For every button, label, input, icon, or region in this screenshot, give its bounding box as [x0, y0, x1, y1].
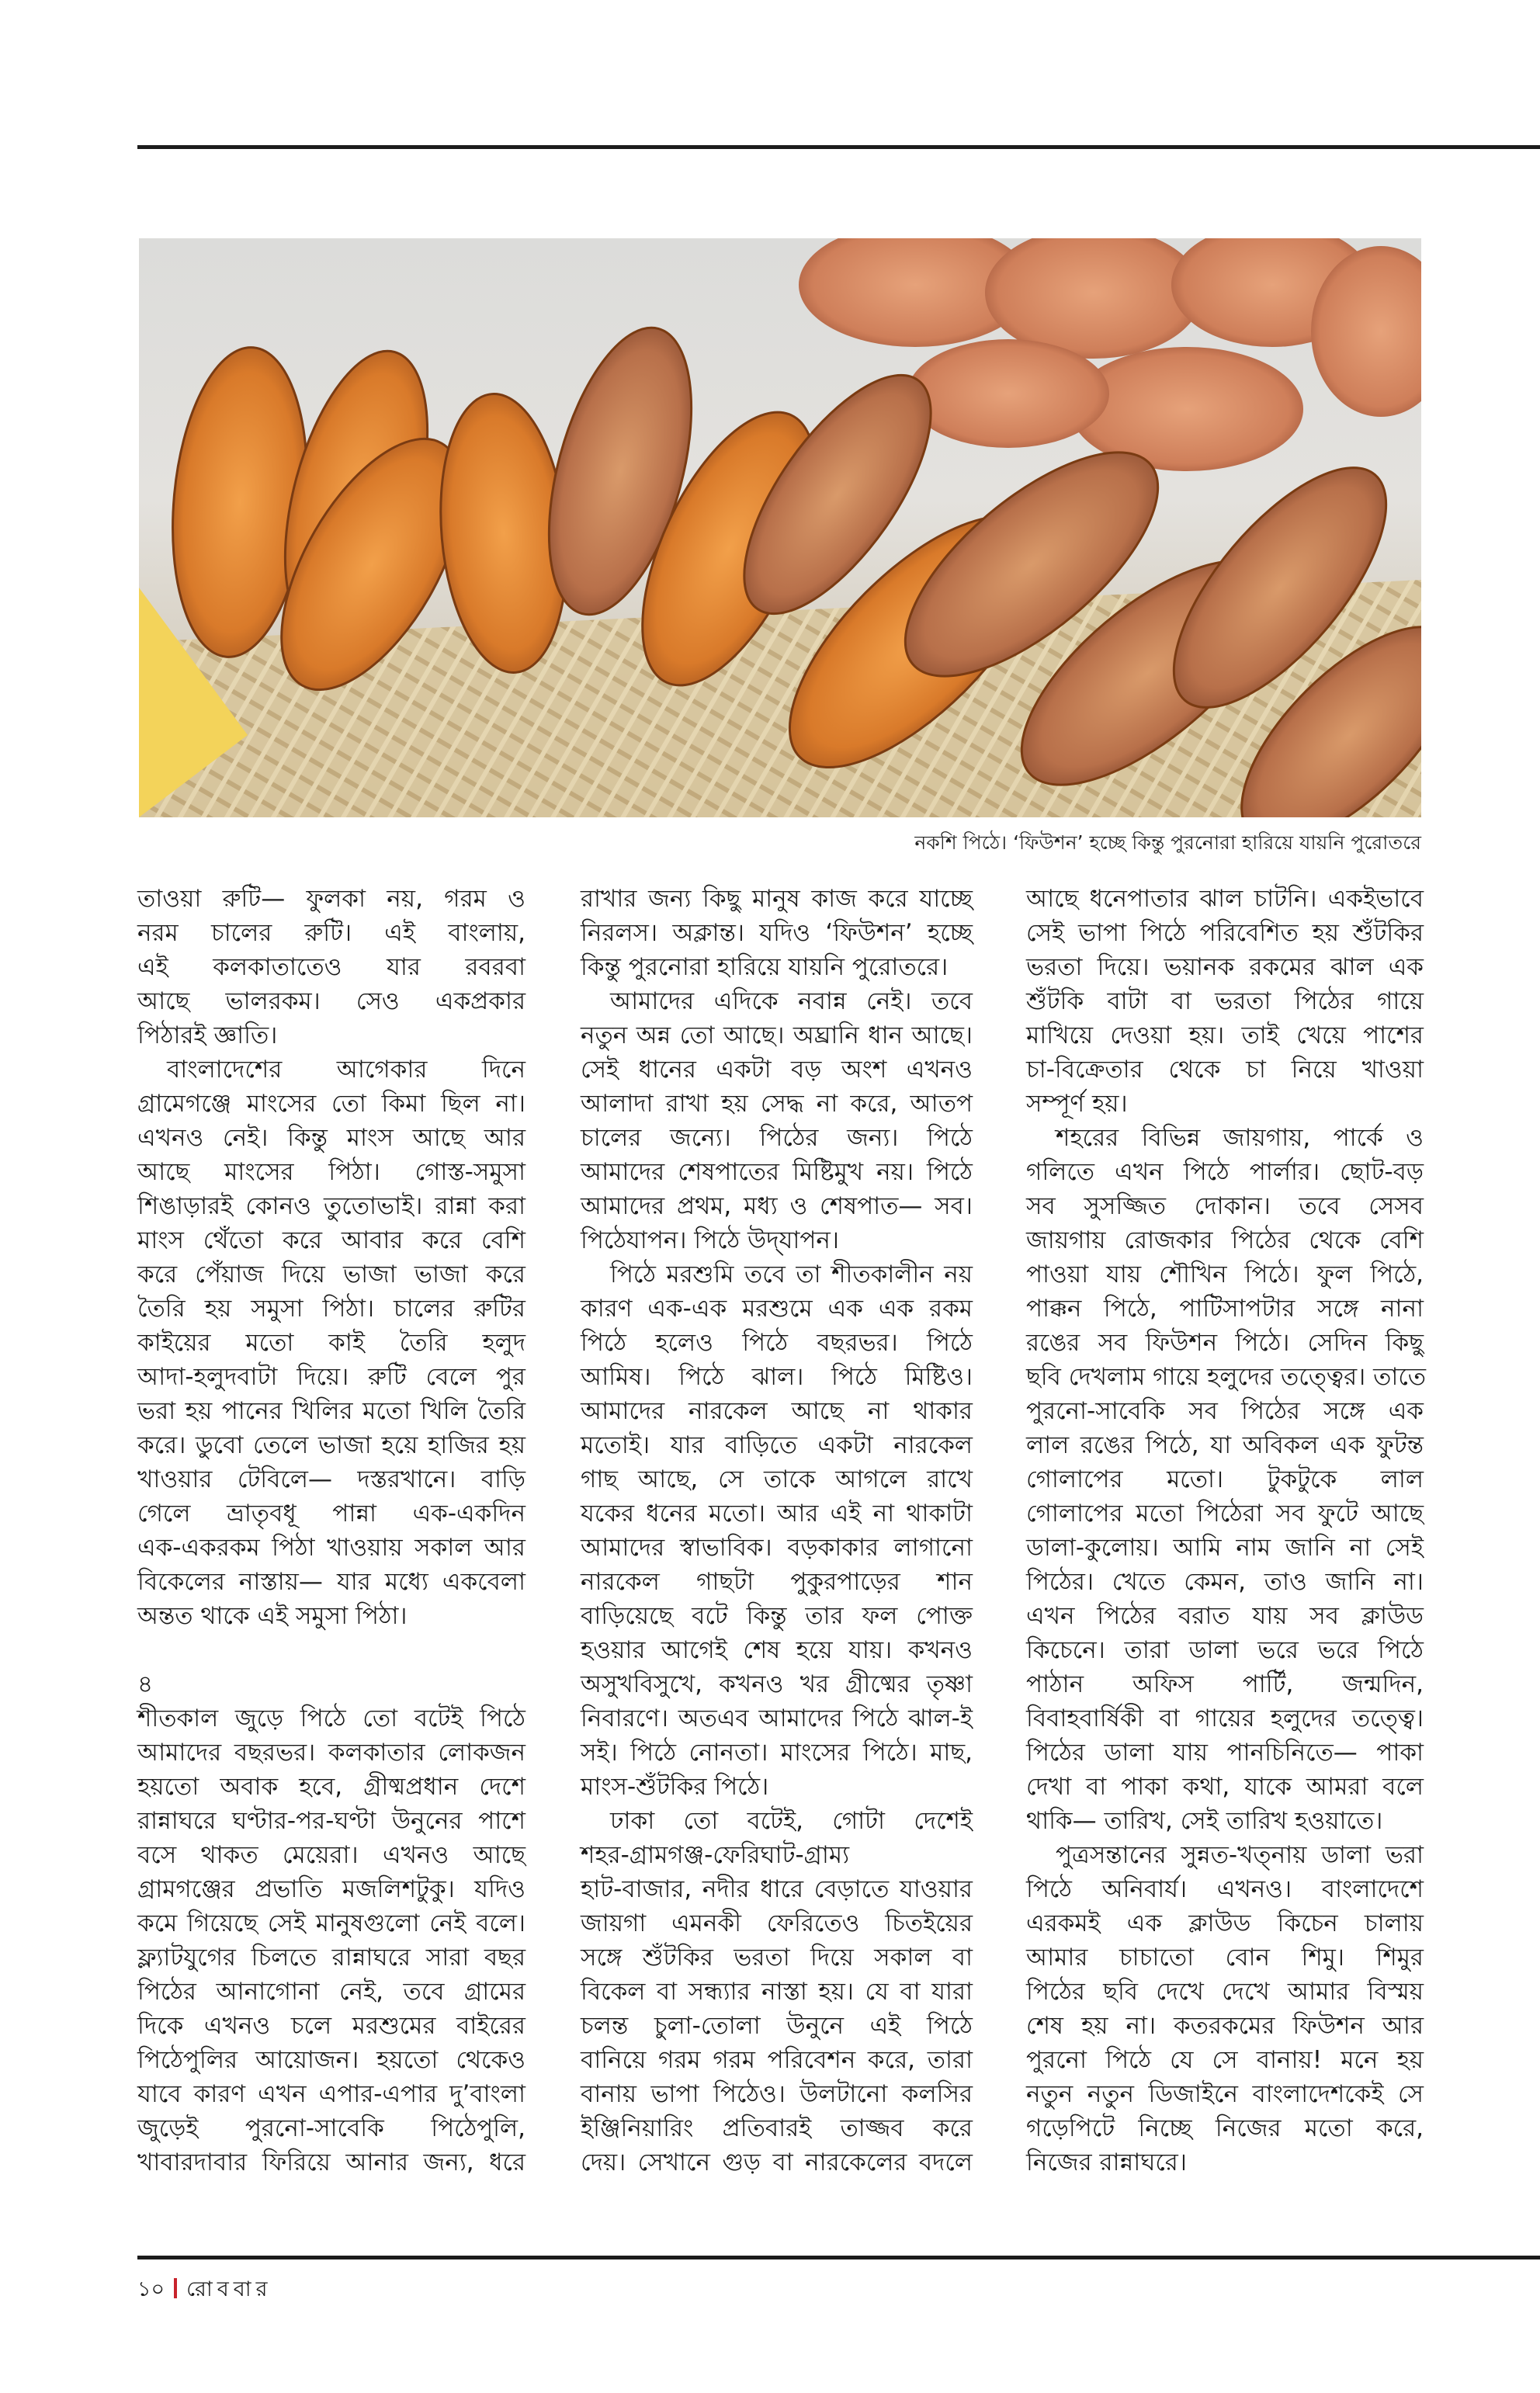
text-line: পুরনো পিঠে যে সে বানায়! মনে হয় — [1026, 2046, 1424, 2074]
text-line: পিঠেপুলির আয়োজন। হয়তো থেকেও — [137, 2046, 525, 2074]
paragraph — [581, 1257, 973, 1804]
text-line: নিরলস। অক্লান্ত। যদিও ‘ফিউশন’ হচ্ছে — [581, 919, 973, 947]
text-line: খাবারদাবার ফিরিয়ে আনার জন্য, ধরে — [137, 2148, 525, 2176]
text-line: দেখা বা পাকা কথা, যাকে আমরা বলে — [1026, 1773, 1424, 1801]
text-line: কিচেনে। তারা ডালা ভরে ভরে পিঠে — [1026, 1636, 1424, 1664]
paragraph — [1026, 882, 1424, 1121]
text-line: সব সুসজ্জিত দোকান। তবে সেসব — [1026, 1192, 1424, 1220]
text-line: বসে থাকত মেয়েরা। এখনও আছে — [137, 1841, 525, 1869]
text-line: শীতকাল জুড়ে পিঠে তো বটেই পিঠে — [137, 1705, 525, 1732]
text-line: পাক্কন পিঠে, পাটিসাপটার সঙ্গে নানা — [1026, 1295, 1424, 1323]
text-line: পিঠে হলেও পিঠে বছরভর। পিঠে — [581, 1329, 973, 1357]
article-column-3 — [1026, 882, 1427, 2180]
text-line: পুত্রসন্তানের সুন্নত-খত্‌নায় ডালা ভরা — [1056, 1841, 1424, 1869]
text-line: মাখিয়ে দেওয়া হয়। তাই খেয়ে পাশের — [1026, 1021, 1424, 1049]
text-line: বানায় ভাপা পিঠেও। উলটানো কলসির — [581, 2080, 973, 2108]
text-line: তাওয়া রুটি— ফুলকা নয়, গরম ও — [137, 885, 525, 913]
text-line: পুরনো-সাবেকি সব পিঠের সঙ্গে এক — [1026, 1397, 1424, 1425]
text-line: সই। পিঠে নোনতা। মাংসের পিঠে। মাছ, — [581, 1739, 973, 1767]
paragraph — [1026, 1838, 1424, 2180]
text-line: আছে মাংসের পিঠা। গোস্ত-সমুসা — [137, 1158, 525, 1186]
text-line: ভরতা দিয়ে। ভয়ানক রকমের ঝাল এক — [1026, 953, 1424, 981]
text-line: হাট-বাজার, নদীর ধারে বেড়াতে যাওয়ার — [581, 1875, 973, 1903]
text-line: এই কলকাতাতেও যার রবরবা — [137, 953, 525, 981]
text-line: পিঠের ছবি দেখে দেখে আমার বিস্ময় — [1026, 1978, 1424, 2006]
article-photo — [139, 238, 1421, 817]
text-line: গোলাপের মতো পিঠেরা সব ফুটে আছে — [1026, 1500, 1424, 1528]
text-line: পিঠের ডালা যায় পানচিনিতে— পাকা — [1026, 1739, 1424, 1767]
text-line: ছবি দেখলাম গায়ে হলুদের তত্ত্বের। তাতে — [1026, 1363, 1427, 1391]
text-line: কাইয়ের মতো কাই তৈরি হলুদ — [137, 1329, 525, 1357]
page-footer — [137, 2276, 272, 2304]
text-line: এখন পিঠের বরাত যায় সব ক্লাউড — [1026, 1602, 1424, 1630]
text-line: পিঠারই জ্ঞাতি। — [137, 1021, 278, 1049]
text-line: তৈরি হয় সমুসা পিঠা। চালের রুটির — [137, 1295, 525, 1323]
text-line: বিবাহবার্ষিকী বা গায়ের হলুদের তত্ত্বে। — [1026, 1705, 1424, 1732]
text-line: রান্নাঘরে ঘণ্টার-পর-ঘণ্টা উনুনের পাশে — [137, 1807, 525, 1835]
text-line: এক-একরকম পিঠা খাওয়ায় সকাল আর — [137, 1534, 525, 1562]
text-line: ইঞ্জিনিয়ারিং প্রতিবারই তাজ্জব করে — [581, 2114, 973, 2142]
text-line: জুড়েই পুরনো-সাবেকি পিঠেপুলি, — [137, 2114, 525, 2142]
text-line: জায়গায় রোজকার পিঠের থেকে বেশি — [1026, 1226, 1424, 1254]
paragraph — [137, 882, 525, 1053]
text-line: ফ্ল্যাটযুগের চিলতে রান্নাঘরে সারা বছর — [137, 1944, 525, 1972]
text-line: আমার চাচাতো বোন শিমু। শিমুর — [1026, 1944, 1424, 1972]
text-line: হওয়ার আগেই শেষ হয়ে যায়। কখনও — [581, 1636, 973, 1664]
text-line: এখনও নেই। কিন্তু মাংস আছে আর — [137, 1124, 525, 1152]
text-line: গেলে ভ্রাতৃবধূ পান্না এক-একদিন — [137, 1500, 525, 1528]
text-line: রাখার জন্য কিছু মানুষ কাজ করে যাচ্ছে — [581, 885, 973, 913]
text-line: নতুন অন্ন তো আছে। অঘ্রানি ধান আছে। — [581, 1021, 973, 1049]
text-line: গলিতে এখন পিঠে পার্লার। ছোট-বড় — [1026, 1158, 1424, 1186]
text-line: রঙের সব ফিউশন পিঠে। সেদিন কিছু — [1026, 1329, 1424, 1357]
paragraph — [1026, 1121, 1427, 1838]
text-line: যকের ধনের মতো। আর এই না থাকাটা — [581, 1500, 973, 1528]
text-line: কারণ এক-এক মরশুমে এক এক রকম — [581, 1295, 973, 1323]
bottom-rule — [137, 2256, 1540, 2259]
text-line: হয়তো অবাক হবে, গ্রীষ্মপ্রধান দেশে — [137, 1773, 525, 1801]
text-line: পিঠে মরশুমি তবে তা শীতকালীন নয় — [610, 1261, 973, 1288]
text-line: সেই ভাপা পিঠে পরিবেশিত হয় শুঁটকির — [1026, 919, 1424, 947]
text-line: এরকমই এক ক্লাউড কিচেন চালায় — [1026, 1909, 1424, 1937]
text-line: আমাদের নারকেল আছে না থাকার — [581, 1397, 973, 1425]
paragraph — [137, 1053, 525, 1633]
text-line: নরম চালের রুটি। এই বাংলায়, — [137, 919, 525, 947]
text-line: দিকে এখনও চলে মরশুমের বাইরের — [137, 2012, 525, 2040]
paragraph — [581, 984, 973, 1257]
text-line: আমাদের এদিকে নবান্ন নেই। তবে — [610, 987, 973, 1015]
text-line: পিঠেযাপন। পিঠে উদ্‌যাপন। — [581, 1226, 839, 1254]
text-line: শহর-গ্রামগঞ্জ-ফেরিঘাট-গ্রাম্য — [581, 1841, 850, 1869]
section-number: ৪ — [137, 1670, 154, 1698]
text-line: আমাদের শেষপাতের মিষ্টিমুখ নয়। পিঠে — [581, 1158, 973, 1186]
top-rule — [137, 145, 1540, 149]
text-line: শেষ হয় না। কতরকমের ফিউশন আর — [1026, 2012, 1424, 2040]
text-line: মাংস-শুঁটকির পিঠে। — [581, 1773, 769, 1801]
text-line: সম্পূর্ণ হয়। — [1026, 1090, 1128, 1118]
text-line: করে। ডুবো তেলে ভাজা হয়ে হাজির হয় — [137, 1431, 525, 1459]
text-line: নিবারণে। অতএব আমাদের পিঠে ঝাল-ই — [581, 1705, 973, 1732]
text-line: অসুখবিসুখে, কখনও খর গ্রীষ্মের তৃষ্ণা — [581, 1670, 973, 1698]
text-line: থাকি— তারিখ, সেই তারিখ হওয়াতে। — [1026, 1807, 1383, 1835]
text-line: মাংস থেঁতো করে আবার করে বেশি — [137, 1226, 525, 1254]
text-line: গ্রামগঞ্জের প্রভাতি মজলিশটুকু। যদিও — [137, 1875, 525, 1903]
text-line: আছে ভালরকম। সেও একপ্রকার — [137, 987, 525, 1015]
text-line: আমাদের স্বাভাবিক। বড়কাকার লাগানো — [581, 1534, 973, 1562]
text-line: নতুন নতুন ডিজাইনে বাংলাদেশকেই সে — [1026, 2080, 1424, 2108]
magazine-name: রোববার — [186, 2277, 272, 2301]
paragraph — [581, 1804, 973, 2180]
text-line: চালের জন্যে। পিঠের জন্য। পিঠে — [581, 1124, 973, 1152]
text-line: পাওয়া যায় শৌখিন পিঠে। ফুল পিঠে, — [1026, 1261, 1424, 1288]
page-number: ১০ — [137, 2277, 165, 2301]
text-line: আমিষ। পিঠে ঝাল। পিঠে মিষ্টিও। — [581, 1363, 973, 1391]
text-line: আছে ধনেপাতার ঝাল চাটনি। একইভাবে — [1026, 885, 1424, 913]
text-line: পিঠে অনিবার্য। এখনও। বাংলাদেশে — [1026, 1875, 1424, 1903]
text-line: লাল রঙের পিঠে, যা অবিকল এক ফুটন্ত — [1026, 1431, 1424, 1459]
section-spacer — [137, 1633, 525, 1667]
text-line: খাওয়ার টেবিলে— দস্তরখানে। বাড়ি — [137, 1465, 525, 1493]
paragraph — [137, 1701, 525, 2180]
text-line: আমাদের প্রথম, মধ্য ও শেষপাত— সব। — [581, 1192, 973, 1220]
text-line: করে পেঁয়াজ দিয়ে ভাজা ভাজা করে — [137, 1261, 525, 1288]
photo-caption: নকশি পিঠে। ‘ফিউশন’ হচ্ছে কিন্তু পুরনোরা হারিয়ে যায়নি পুরোতরে — [914, 831, 1421, 854]
article-column-1 — [137, 882, 525, 2180]
text-line: সেই ধানের একটা বড় অংশ এখনও — [581, 1056, 973, 1084]
text-line: বিকেলের নাস্তায়— যার মধ্যে একবেলা — [137, 1568, 525, 1596]
text-line: বিকেল বা সন্ধ্যার নাস্তা হয়। যে বা যারা — [581, 1978, 973, 2006]
paragraph — [581, 882, 973, 984]
text-line: গোলাপের মতো। টুকটুকে লাল — [1026, 1465, 1424, 1493]
text-line: জায়গা এমনকী ফেরিতেও চিতইয়ের — [581, 1909, 973, 1937]
text-line: আদা-হলুদবাটা দিয়ে। রুটি বেলে পুর — [137, 1363, 525, 1391]
footer-separator — [174, 2278, 177, 2298]
text-line: পিঠের আনাগোনা নেই, তবে গ্রামের — [137, 1978, 525, 2006]
text-line: আমাদের বছরভর। কলকাতার লোকজন — [137, 1739, 525, 1767]
text-line: অন্তত থাকে এই সমুসা পিঠা। — [137, 1602, 408, 1630]
text-line: পিঠের। খেতে কেমন, তাও জানি না। — [1026, 1568, 1424, 1596]
text-line: ডালা-কুলোয়। আমি নাম জানি না সেই — [1026, 1534, 1424, 1562]
text-line: ঢাকা তো বটেই, গোটা দেশেই — [610, 1807, 973, 1835]
text-line: নিজের রান্নাঘরে। — [1026, 2148, 1187, 2176]
text-line: কমে গিয়েছে সেই মানুষগুলো নেই বলে। — [137, 1909, 525, 1937]
article-column-2 — [581, 882, 973, 2180]
text-line: সঙ্গে শুঁটকির ভরতা দিয়ে সকাল বা — [581, 1944, 973, 1972]
nakshi-pitha-image — [139, 238, 1421, 817]
text-line: আলাদা রাখা হয় সেদ্ধ না করে, আতপ — [581, 1090, 973, 1118]
text-line: শিঙাড়ারই কোনও তুতোভাই। রান্না করা — [137, 1192, 525, 1220]
text-line: যাবে কারণ এখন এপার-এপার দু’বাংলা — [137, 2080, 525, 2108]
text-line: কিন্তু পুরনোরা হারিয়ে যায়নি পুরোতরে। — [581, 953, 949, 981]
text-line: ভরা হয় পানের খিলির মতো খিলি তৈরি — [137, 1397, 525, 1425]
text-line: চা-বিক্রেতার থেকে চা নিয়ে খাওয়া — [1026, 1056, 1424, 1084]
text-line: মতোই। যার বাড়িতে একটা নারকেল — [581, 1431, 973, 1459]
text-line: বাংলাদেশের আগেকার দিনে — [167, 1056, 525, 1084]
text-line: বাড়িয়েছে বটে কিন্তু তার ফল পোক্ত — [581, 1602, 973, 1630]
text-line: দেয়। সেখানে গুড় বা নারকেলের বদলে — [581, 2148, 973, 2176]
text-line: পাঠান অফিস পার্টি, জন্মদিন, — [1026, 1670, 1424, 1698]
text-line: চলন্ত চুলা-তোলা উনুনে এই পিঠে — [581, 2012, 973, 2040]
text-line: গাছ আছে, সে তাকে আগলে রাখে — [581, 1465, 973, 1493]
text-line: শুঁটকি বাটা বা ভরতা পিঠের গায়ে — [1026, 987, 1424, 1015]
text-line: গ্রামেগঞ্জে মাংসের তো কিমা ছিল না। — [137, 1090, 525, 1118]
text-line: শহরের বিভিন্ন জায়গায়, পার্কে ও — [1056, 1124, 1424, 1152]
text-line: বানিয়ে গরম গরম পরিবেশন করে, তারা — [581, 2046, 973, 2074]
text-line: নারকেল গাছটা পুকুরপাড়ের শান — [581, 1568, 973, 1596]
text-line: গড়েপিটে নিচ্ছে নিজের মতো করে, — [1026, 2114, 1424, 2142]
